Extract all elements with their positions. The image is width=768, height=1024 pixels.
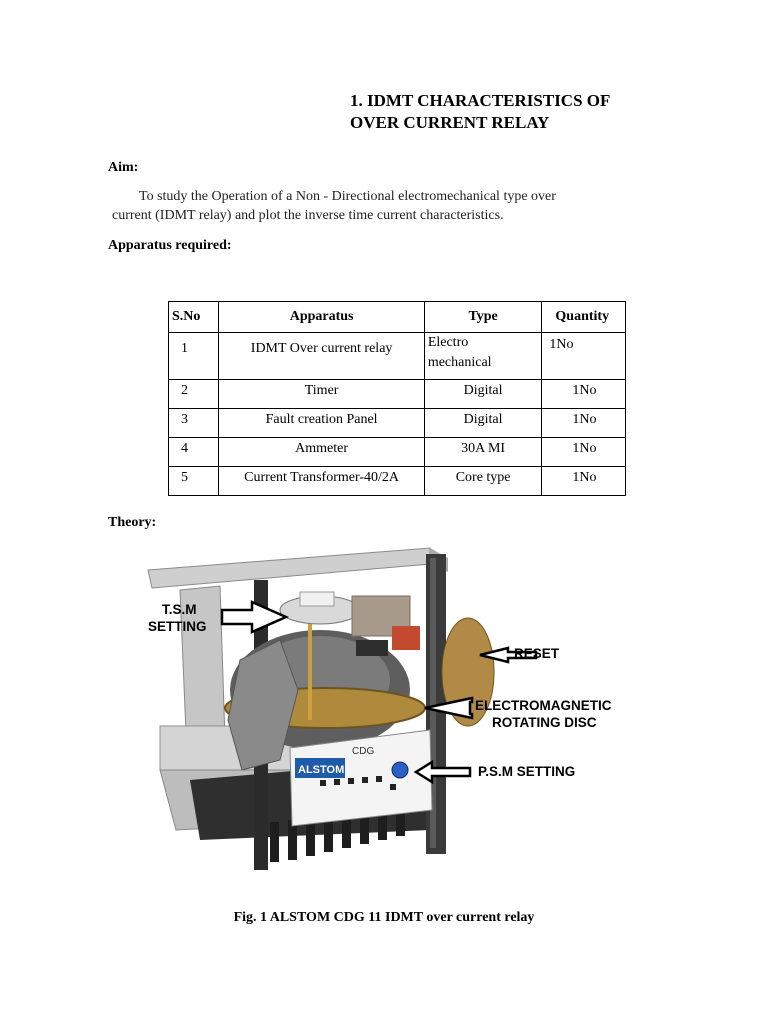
cell-type [424,333,542,380]
cell-sno: 3 [169,409,219,438]
reset-label: RESET [514,646,560,661]
cell-type: Core type [424,467,542,496]
cell-sno: 4 [169,438,219,467]
model-label: CDG [352,746,375,757]
relay-photo [130,540,650,900]
figure-caption: Fig. 1 ALSTOM CDG 11 IDMT over current relay [233,910,535,925]
table-header-row [169,302,626,333]
tsm-label-line-2: SETTING [148,619,207,634]
cell-quantity: 1No [542,438,626,467]
table-row [169,438,626,467]
column-header-type: Type [424,302,542,333]
cell-sno: 2 [169,380,219,409]
cell-quantity: 1No [542,467,626,496]
title-line-1: 1. IDMT CHARACTERISTICS OF [350,91,611,110]
aim-heading: Aim: [108,160,139,175]
cell-apparatus: Ammeter [219,438,424,467]
aim-line-2: current (IDMT relay) and plot the inverse time current characteristics. [112,208,504,223]
title-line-2: OVER CURRENT RELAY [350,113,550,132]
cell-type-line-2: mechanical [427,355,492,370]
cell-type-line-1: Electro [427,335,469,350]
table-row [169,380,626,409]
aim-paragraph [112,187,622,225]
psm-plug [392,762,408,778]
cell-apparatus: Timer [219,380,424,409]
page-title [350,90,610,134]
cell-apparatus: IDMT Over current relay [219,333,424,380]
brand-label: ALSTOM [298,764,345,776]
cell-quantity: 1No [542,380,626,409]
em-label-line-2: ROTATING DISC [492,715,597,730]
column-header-apparatus: Apparatus [219,302,424,333]
cell-type: 30A MI [424,438,542,467]
tsm-arrow [222,602,286,632]
column-header-quantity: Quantity [542,302,626,333]
table-row [169,333,626,380]
cell-sno: 1 [169,333,219,380]
apparatus-table [168,301,626,496]
table-row [169,409,626,438]
cell-apparatus: Fault creation Panel [219,409,424,438]
cell-sno: 5 [169,467,219,496]
apparatus-heading: Apparatus required: [108,238,232,253]
tsm-label-line-1: T.S.M [162,602,197,617]
cell-quantity: 1No [542,333,626,380]
cell-type: Digital [424,409,542,438]
aim-line-1: To study the Operation of a Non - Directional electromechanical type over [139,189,556,204]
table-row [169,467,626,496]
cell-quantity: 1No [542,409,626,438]
column-header-sno: S.No [169,302,219,333]
em-label-line-1: ELECTROMAGNETIC [475,698,612,713]
psm-label: P.S.M SETTING [478,764,576,779]
theory-heading: Theory: [108,515,157,530]
cell-type: Digital [424,380,542,409]
cell-apparatus: Current Transformer-40/2A [219,467,424,496]
